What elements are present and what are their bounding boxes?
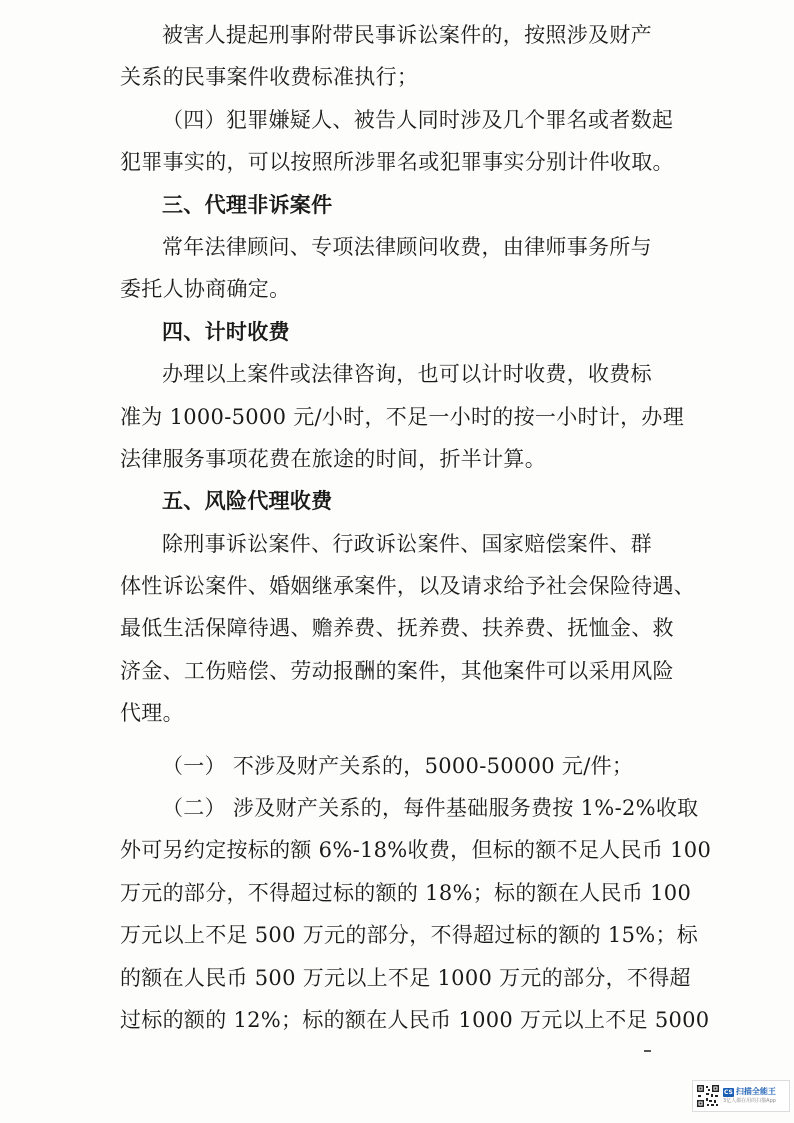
watermark-title: 扫描全能王 bbox=[735, 1087, 776, 1096]
text-line: 外可另约定按标的额 6%-18%收费，但标的额不足人民币 100 bbox=[120, 838, 712, 863]
text-line: 体性诉讼案件、婚姻继承案件，以及请求给予社会保险待遇、 bbox=[120, 574, 696, 599]
paragraph-gap bbox=[120, 735, 680, 745]
text-line: （四）犯罪嫌疑人、被告人同时涉及几个罪名或者数起 bbox=[162, 107, 674, 132]
scanner-watermark bbox=[692, 1080, 790, 1112]
text-line: 常年法律顾问、专项法律顾问收费，由律师事务所与 bbox=[162, 234, 652, 259]
cs-logo-icon: CS bbox=[724, 1088, 733, 1096]
document-body bbox=[120, 14, 712, 1041]
text-line: 犯罪事实的，可以按照所涉罪名或犯罪事实分别计件收取。 bbox=[120, 150, 674, 175]
section-heading: 四、计时收费 bbox=[162, 319, 290, 344]
text-line: 被害人提起刑事附带民事诉讼案件的，按照涉及财产 bbox=[162, 23, 652, 47]
watermark-title-row bbox=[723, 1087, 776, 1097]
text-line: 过标的额的 12%；标的额在人民币 1000 万元以上不足 5000 bbox=[120, 1007, 710, 1032]
text-line: （一） 不涉及财产关系的，5000-50000 元/件； bbox=[162, 753, 634, 778]
scan-mark bbox=[644, 1050, 651, 1052]
text-line: 万元的部分，不得超过标的额的 18%；标的额在人民币 100 bbox=[120, 880, 692, 905]
watermark-subtitle: 3亿人都在用的扫描App bbox=[723, 1098, 776, 1104]
section-heading: 三、代理非诉案件 bbox=[162, 192, 333, 217]
section-heading: 五、风险代理收费 bbox=[162, 489, 333, 514]
text-line: 办理以上案件或法律咨询，也可以计时收费，收费标 bbox=[162, 362, 652, 387]
text-line: 代理。 bbox=[120, 701, 184, 726]
qr-code-icon bbox=[696, 1084, 720, 1108]
text-line: 济金、工伤赔偿、劳动报酬的案件，其他案件可以采用风险 bbox=[120, 658, 674, 683]
text-line: 准为 1000-5000 元/小时，不足一小时的按一小时计，办理 bbox=[120, 404, 685, 429]
text-line: 除刑事诉讼案件、行政诉讼案件、国家赔偿案件、群 bbox=[162, 531, 652, 556]
text-line: 最低生活保障待遇、赡养费、抚养费、扶养费、抚恤金、救 bbox=[120, 616, 674, 641]
text-line: 关系的民事案件收费标准执行； bbox=[120, 65, 419, 90]
text-line: 委托人协商确定。 bbox=[120, 277, 291, 302]
text-line: 法律服务事项花费在旅途的时间，折半计算。 bbox=[120, 446, 546, 471]
text-line: （二） 涉及财产关系的，每件基础服务费按 1%-2%收取 bbox=[162, 796, 699, 821]
text-line: 万元以上不足 500 万元的部分，不得超过标的额的 15%；标 bbox=[120, 923, 699, 948]
text-line: 的额在人民币 500 万元以上不足 1000 万元的部分，不得超 bbox=[120, 965, 691, 990]
watermark-text bbox=[723, 1087, 776, 1105]
